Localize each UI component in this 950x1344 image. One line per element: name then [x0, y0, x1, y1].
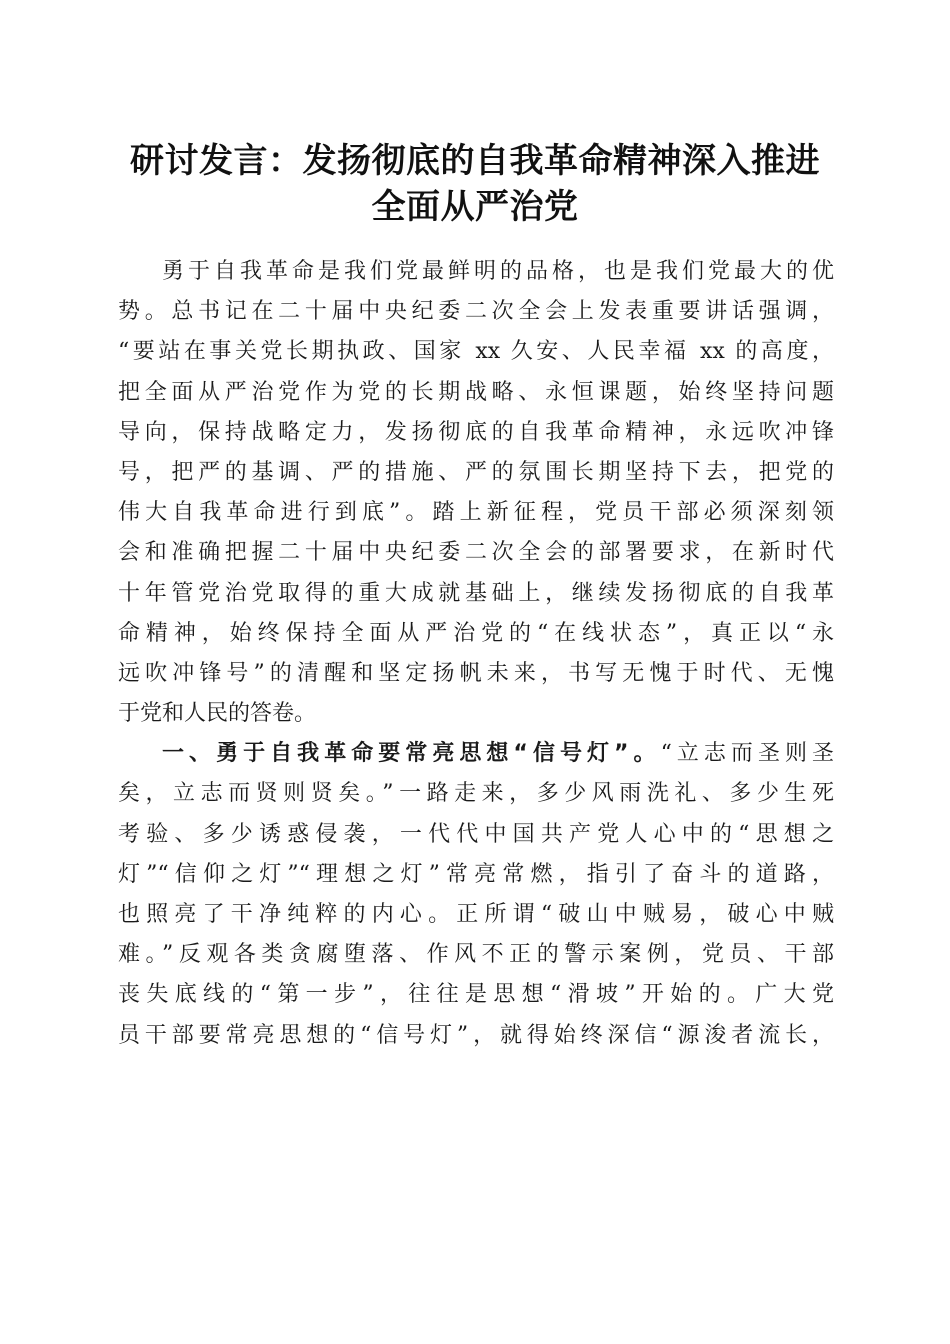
text-line: 于党和人民的答卷。	[118, 701, 317, 727]
text-line: 灯”“信仰之灯”“理想之灯”常亮常燃，指引了奋斗的道路，	[118, 861, 834, 887]
document-body	[118, 252, 834, 1056]
document-title	[100, 138, 850, 230]
text-line: 十年管党治党取得的重大成就基础上，继续发扬彻底的自我革	[118, 580, 834, 606]
text-line: 也照亮了干净纯粹的内心。正所谓“破山中贼易，破心中贼	[118, 902, 834, 927]
text-line: 把全面从严治党作为党的长期战略、永恒课题，始终坚持问题	[118, 379, 834, 405]
section-1-first-line-rest: “立志而圣则圣	[660, 741, 835, 767]
text-line: 考验、多少诱惑侵袭，一代代中国共产党人心中的“思想之	[118, 821, 834, 847]
title-line-2: 全面从严治党	[371, 187, 579, 227]
text-line: 伟大自我革命进行到底”。踏上新征程，党员干部必须深刻领	[118, 500, 834, 526]
text-line: 难。”反观各类贪腐堕落、作风不正的警示案例，党员、干部	[118, 942, 834, 968]
section-1-first-line	[118, 734, 834, 774]
text-line: “要站在事关党长期执政、国家 xx 久安、人民幸福 xx 的高度，	[118, 339, 834, 365]
text-line: 勇于自我革命是我们党最鲜明的品格，也是我们党最大的优	[162, 259, 834, 284]
section-1-heading: 一、勇于自我革命要常亮思想“信号灯”。	[162, 741, 661, 767]
text-line: 号，把严的基调、严的措施、严的氛围长期坚持下去，把党的	[118, 459, 834, 485]
text-line: 会和准确把握二十届中央纪委二次全会的部署要求，在新时代	[118, 540, 834, 566]
text-line: 导向，保持战略定力，发扬彻底的自我革命精神，永远吹冲锋	[118, 419, 834, 445]
text-line: 丧失底线的“第一步”，往往是思想“滑坡”开始的。广大党	[118, 982, 834, 1008]
title-line-1: 研讨发言：发扬彻底的自我革命精神深入推进	[130, 141, 820, 181]
text-line: 员干部要常亮思想的“信号灯”，就得始终深信“源浚者流长，	[118, 1022, 834, 1048]
text-line: 远吹冲锋号”的清醒和坚定扬帆未来，书写无愧于时代、无愧	[118, 660, 834, 686]
text-line: 命精神，始终保持全面从严治党的“在线状态”，真正以“永	[118, 620, 834, 646]
section-1	[118, 734, 834, 1056]
text-line: 势。总书记在二十届中央纪委二次全会上发表重要讲话强调，	[118, 299, 834, 325]
text-line: 矣，立志而贤则贤矣。”一路走来，多少风雨洗礼、多少生死	[118, 781, 834, 807]
paragraph-intro	[118, 252, 834, 734]
